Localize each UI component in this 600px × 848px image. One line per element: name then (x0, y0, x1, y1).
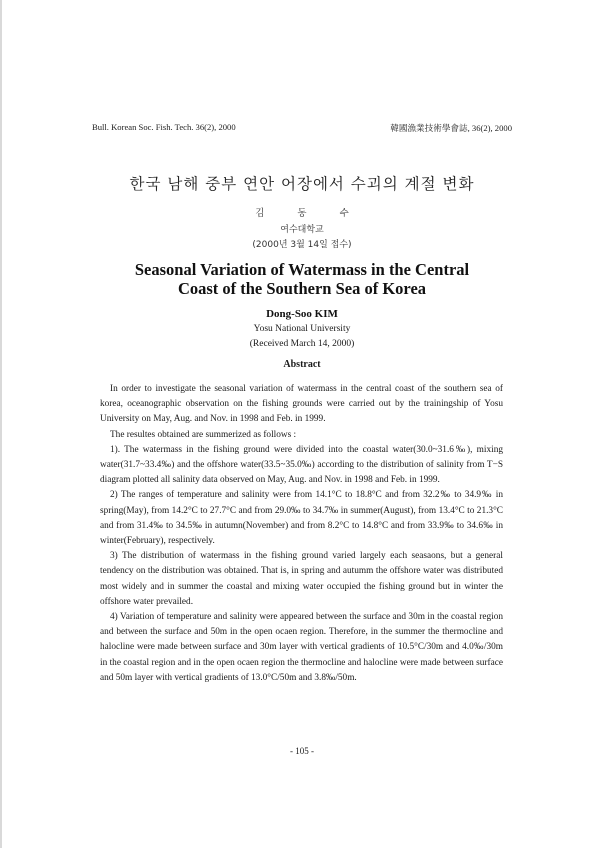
abstract-paragraph: 2) The ranges of temperature and salinity were from 14.1°C to 18.8°C and from 32.2‰ to 34.9‰ in spring(May), from 14.2°C to 27.7°C and from 29.0‰ to 34.7‰ in summer(August), from 13.4°C to 21.3°C and from 31.4‰ to 34.5‰ in autumn(November) and from 8.2°C to 14.8°C and from 33.9‰ to 34.6‰ in winter(February), respectively. (100, 490, 503, 547)
page-number: - 105 - (290, 746, 314, 756)
abstract-paragraph: 1). The watermass in the fishing ground were divided into the coastal water(30.0~31.6‰), mixing water(31.7~33.4‰) and the offshore water(33.5~35.0‰) according to the distribution of salinity from T−S diagram plotted all salinity data observed on May, Aug. and Nov. in 1998 and Feb. in 1999. (100, 444, 503, 486)
journal-citation-korean: 韓國漁業技術學會誌, 36(2), 2000 (390, 123, 512, 133)
abstract-paragraph: The resultes obtained are summerized as follows : (110, 429, 297, 440)
english-title-line-2: Coast of the Southern Sea of Korea (177, 279, 427, 298)
abstract-body (100, 382, 503, 686)
journal-citation-english: Bull. Korean Soc. Fish. Tech. 36(2), 2000 (92, 122, 236, 132)
korean-author: 김 동 수 (255, 208, 349, 219)
english-title (2, 260, 600, 298)
english-author: Dong-Soo KIM (266, 308, 338, 320)
abstract-paragraph: In order to investigate the seasonal variation of watermass in the central coast of the southern sea of korea, oceanographic observation on the fishing grounds were carried out by the trainingship of Yosu University on May, Aug. and Nov. in 1998 and Feb. in 1999. (100, 384, 503, 425)
abstract-heading: Abstract (283, 359, 321, 370)
abstract-paragraph: 4) Variation of temperature and salinity were appeared between the surface and 30m in the coastal region and between the surface and 50m in the open ocaen region. Therefore, in the summer the thermocline and halocline were made between surface and 30m layer with vertical gradients of 10.5°C/30m and 4.0‰/30m in the coastal region and in the open ocaen region the thermocline and halocline were made between surface and 50m layer with vertical gradients of 13.0°C/50m and 3.8‰/50m. (100, 612, 503, 683)
running-header (92, 122, 512, 134)
english-title-line-1: Seasonal Variation of Watermass in the Central (134, 260, 470, 279)
korean-affiliation: 여수대학교 (280, 225, 324, 235)
korean-title: 한국 남해 중부 연안 어장에서 수괴의 계절 변화 (129, 175, 475, 193)
abstract-paragraph: 3) The distribution of watermass in the fishing ground varied largely each seasaons, but a general tendency on the distribution was obtained. That is, in spring and autumm the offshore water was distributed most widely and in summer the coastal and mixing water occupied the fishing ground but in winter the offshore water prevailed. (100, 551, 503, 607)
english-received-date: (Received March 14, 2000) (249, 339, 355, 349)
korean-received-date: (2000년 3월 14일 접수) (252, 240, 352, 250)
english-affiliation: Yosu National University (253, 324, 351, 334)
